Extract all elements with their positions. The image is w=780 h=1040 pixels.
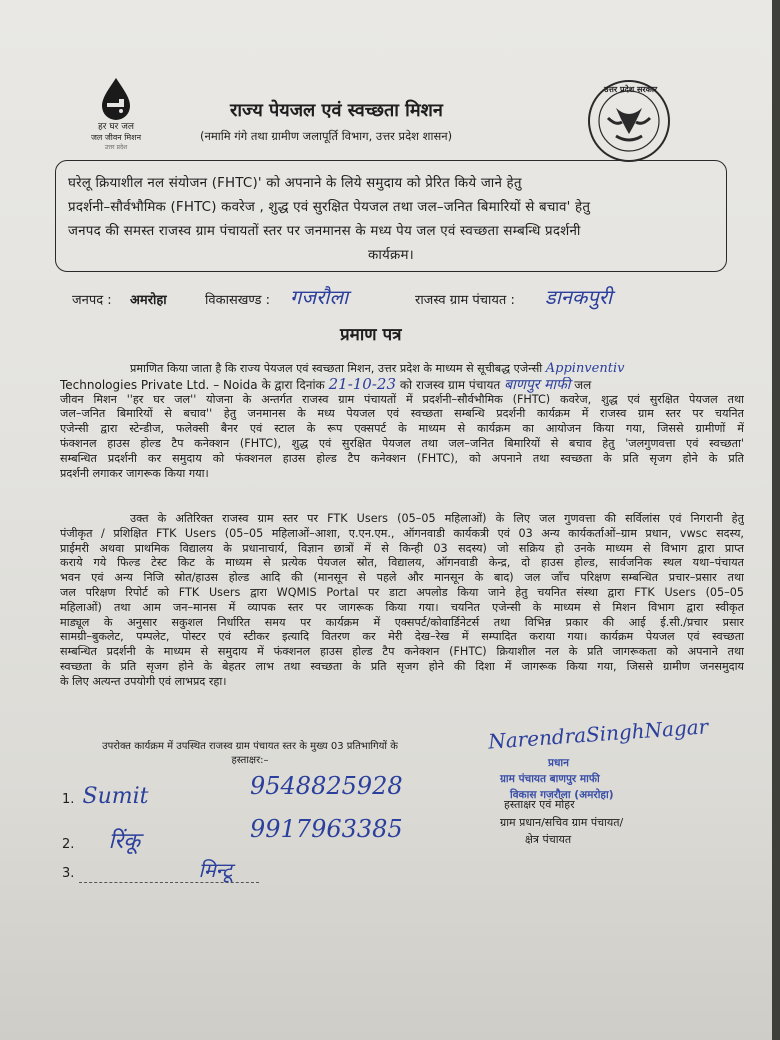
p2-line-1: उक्त के अतिरिक्त राजस्व ग्राम स्तर पर FTK Users (05–05 महिलाओं) के लिए जल गुणवत्ता की सर्विलांस एवं निगरानी हेतु <box>130 512 744 525</box>
p1-line-7: सम्बन्धित प्रदर्शनी कर समुदाय को फंक्शनल हाउस होल्ड टैप कनेक्शन (FHTC), को अपनाने तथा स्वच्छता के प्रति सृजग होने के प्रति <box>60 451 744 465</box>
village-name-handwritten: बाणपुर माफी <box>504 376 571 393</box>
agency-name-handwritten: Appinventiv <box>545 362 625 376</box>
p1-line-3: जीवन मिशन ''हर घर जल'' योजना के अन्तर्गत राजस्व ग्राम पंचायतों में प्रदर्शनी–सौर्वभौमिक (FHTC) कवरेज, शुद्ध एवं सुरक्षित पेयजल तथा <box>60 392 744 406</box>
mission-subtitle: (नमामि गंगे तथा ग्रामीण जलापूर्ति विभाग, उत्तर प्रदेश शासन) <box>200 129 453 143</box>
p2-line-6: जल परिक्षण रिपोर्ट को FTK Users द्वारा WQMIS Portal पर डाटा अपलोड किया जाने हेतु चयनित संस्था द्वारा FTK Users (05–05 <box>60 585 744 599</box>
banner-line-2: प्रदर्शनी–सौर्वभौमिक (FHTC) कवरेज , शुद्ध एवं सुरक्षित पेयजल तथा जल–जनित बिमारियों से बचाव' हेतु <box>68 200 591 215</box>
block-value: गजरौला <box>290 285 349 309</box>
p1-line-4: जल–जनित बिमारियों से बचाव'' हेतु जनमानस के मध्य पेयजल एवं स्वच्छता सम्बन्धि प्रदर्शनी कार्यक्रम में राजस्व ग्राम स्तर पर चयनित <box>60 407 744 421</box>
har-ghar-jal-logo <box>80 76 152 151</box>
paragraph-1 <box>60 362 744 481</box>
p2-line-11: स्वच्छता के प्रति सृजग होने के बेहतर लाभ तथा स्वच्छता के प्रति सृजग होने की दिशा में जागरूक किया गया, जिससे ग्रामीण जनसमुदाय <box>60 659 744 673</box>
participant-row-1 <box>62 784 149 809</box>
signatures-intro <box>65 740 435 768</box>
banner-line-3: जनपद की समस्त राजस्व ग्राम पंचायतों स्तर पर जनमानस के मध्य पेय जल एवं स्वच्छता सम्बन्धि प्रदर्शनी <box>68 224 581 239</box>
participant-1-signature: Sumit <box>82 784 149 809</box>
p2-line-9: सामग्री–बुकलेट, पम्पलेट, पोस्टर एवं स्टीकर इत्यादि वितरण कर मेरी देख–रेख में सम्पादित कराया गया। कार्यक्रम पेयजल एवं स्वच्छता <box>60 630 744 644</box>
p2-line-10: सम्बन्धित प्रदर्शनी के माध्यम से समुदाय में फंक्शनल हाउस होल्ड टैप कनेक्शन (FHTC) क्रियाशील नल के प्रति जागरूकता को अपनाने तथा <box>60 645 744 659</box>
up-government-emblem <box>586 78 672 164</box>
paragraph-2 <box>60 512 744 690</box>
program-date: 21-10-23 <box>328 376 397 393</box>
logo-caption-3: उत्तर प्रदेश <box>104 144 128 151</box>
p1-line-2 <box>60 377 744 393</box>
p1-line-6: फंक्शनल हाउस होल्ड टैप कनेक्शन (FHTC), शुद्ध एवं सुरक्षित पेयजल तथा जल–जनित बिमारियों से बचाव हेतु 'जलगुणवत्ता एवं स्वच्छता' <box>60 436 744 450</box>
participant-1-number: 1. <box>62 792 75 807</box>
participant-3-signature: मिन्टू <box>198 858 233 882</box>
stamp-designation: प्रधान <box>548 757 569 769</box>
signatory-role-1: ग्राम प्रधान/सचिव ग्राम पंचायत/ <box>500 816 624 829</box>
pradhan-signature: NarendraSinghNagar <box>487 714 709 754</box>
logo-caption-2: जल जीवन मिशन <box>90 133 142 142</box>
emblem-caption: उत्तर प्रदेश सरकार <box>604 85 658 94</box>
signatures-intro-2: हस्ताक्षर:– <box>231 755 269 766</box>
p2-line-4: कराये गये फिल्ड टेस्ट किट के माध्यम से प्रत्येक पेयजल स्रोत, विद्यालय, ऑगनवाडी केन्द्र, दो हाउस होल्ड, सार्वजनिक स्थल यथा–पंचायत <box>60 556 744 570</box>
logo-caption-1: हर घर जल <box>98 122 134 132</box>
p1-line-1-text: प्रमाणित किया जाता है कि राज्य पेयजल एवं स्वच्छता मिशन, उत्तर प्रदेश के माध्यम से सूचीबद्ध एजेन्सी <box>130 362 543 375</box>
p1-line-2-text-c: जल <box>574 377 592 392</box>
sign-and-seal-label: हस्ताक्षर एवं मोहर <box>504 798 575 811</box>
signatory-role-2: क्षेत्र पंचायत <box>525 833 572 846</box>
p1-line-2-text-b: को राजस्व ग्राम पंचायत <box>399 377 501 392</box>
participant-3-number: 3. <box>62 866 75 881</box>
p1-line-5: एजेन्सी द्वारा स्टेन्डीज, फलेक्सी बैनर एवं स्टाल के रूप एक्सपर्ट के माध्यम से कार्यक्रम का आयोजन किया गया, जिससे ग्रामीणों में <box>60 422 744 436</box>
water-drop-icon <box>80 76 152 120</box>
participant-2-signature: रिंकू <box>108 829 141 854</box>
p2-line-12: के लिए अत्यन्त उपयोगी एवं लाभप्रद रहा। <box>60 674 227 688</box>
p2-line-2: पंजीकृत / प्रशिक्षित FTK Users (05–05 महिलाओं–आशा, ए.एन.एम., ऑगनवाडी कार्यकत्री एवं 03 अन्य कार्यकर्ताओं–ग्राम प्रधान, vwsc सदस्य, <box>60 526 744 540</box>
p2-line-7: महिलाओं) तथा आम जन–मानस में व्यापक स्तर पर जागरूक किया गया। चयनित एजेन्सी के माध्यम से मिशन विभाग द्वारा स्वीकृत <box>60 600 744 614</box>
p1-line-8: प्रदर्शनी लगाकर जागरूक किया गया। <box>60 466 209 480</box>
mission-title: राज्य पेयजल एवं स्वच्छता मिशन <box>230 100 443 121</box>
p2-line-3: प्राईमरी अथवा प्राथमिक विद्यालय के प्रधानाचार्य, विज्ञान छात्रों में से किन्ही 03 सदस्य) जो सक्रिय हो उनके माध्यम से विभाग द्वारा प्राप्त <box>60 541 744 555</box>
p1-line-1 <box>60 362 744 377</box>
panchayat-label: राजस्व ग्राम पंचायत : <box>415 293 515 308</box>
participant-row-2 <box>62 825 140 855</box>
district-label: जनपद : <box>72 293 112 308</box>
program-banner <box>55 160 727 272</box>
district-value: अमरोहा <box>130 293 167 308</box>
participant-2-phone: 9917963385 <box>250 815 403 843</box>
certificate-title: प्रमाण पत्र <box>340 325 402 345</box>
block-label: विकासखण्ड : <box>205 293 271 308</box>
banner-line-1: घरेलू क्रियाशील नल संयोजन (FHTC)' को अपनाने के लिये समुदाय को प्रेरित किये जाने हेतु <box>68 176 522 191</box>
banner-line-4: कार्यक्रम। <box>368 248 414 263</box>
panchayat-value: डानकपुरी <box>545 285 613 309</box>
stamp-line-2: विकास गजरौला (अमरोहा) <box>510 789 614 801</box>
participant-row-3 <box>62 856 242 883</box>
stamp-line-1: ग्राम पंचायत बाणपुर माफी <box>500 773 600 785</box>
signatures-intro-1: उपरोक्त कार्यक्रम में उपस्थित राजस्व ग्राम पंचायत स्तर के मुख्य 03 प्रतिभागियों के <box>102 741 398 752</box>
participant-2-number: 2. <box>62 837 75 852</box>
p2-line-8: माड्यूल के अनुसार सकुशल निर्धारित समय पर कार्यक्रम में एक्सपर्ट/कोवार्डिनेटर्स तथा विभिन्न प्रकार की आई ई.सी./प्रचार प्रसार <box>60 615 744 629</box>
participant-1-phone: 9548825928 <box>250 772 403 800</box>
p2-line-5: भवन एवं अन्य निजि स्रोत/हाउस होल्ड आदि की (मानसून से पहले और मानसून के बाद) जल जाँच परिक्षण सम्बन्धित प्रचार–प्रसार तथा <box>60 571 744 585</box>
p1-line-2-text-a: Technologies Private Ltd. – Noida के द्वारा दिनांक <box>60 377 325 392</box>
